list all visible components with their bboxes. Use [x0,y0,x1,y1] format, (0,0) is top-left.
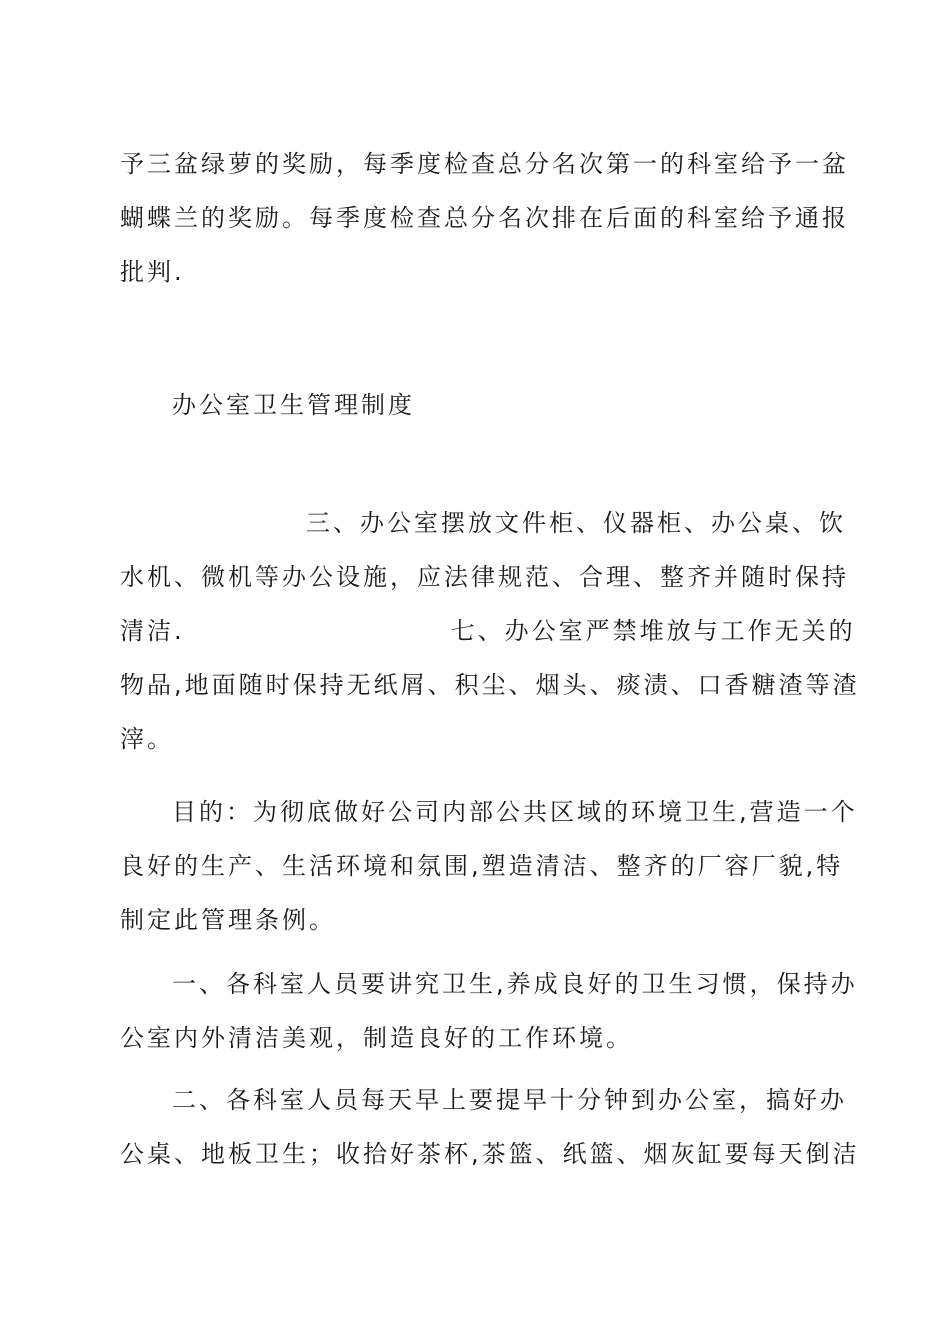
text-line: 水机、微机等办公设施，应法律规范、合理、整齐并随时保持 [120,563,849,591]
paragraph-rules-three-seven [120,496,860,766]
paragraph-rule-one [120,957,858,1065]
text-line: 批判. [120,258,185,286]
section-heading: 办公室卫生管理制度 [172,391,415,419]
text-line [120,604,856,658]
text-line: 蝴蝶兰的奖励。每季度检查总分名次排在后面的科室给予通报 [120,204,849,232]
text-line: 良好的生产、生活环境和氛围,塑造清洁、整齐的厂容厂貌,特 [120,852,844,880]
text-fragment: 七、办公室严禁堆放与工作无关的 [450,617,856,645]
paragraph-reward [120,137,849,299]
text-line: 目的：为彻底做好公司内部公共区域的环境卫生,营造一个 [172,798,858,826]
text-line: 滓。 [120,725,174,753]
text-line: 公桌、地板卫生；收拾好茶杯,茶篮、纸篮、烟灰缸要每天倒洁 [120,1140,860,1168]
text-line: 二、各科室人员每天早上要提早十分钟到办公室，搞好办 [172,1086,847,1114]
text-line: 制定此管理条例。 [120,906,336,934]
text-fragment: 清洁. [120,617,185,645]
text-line: 三、办公室摆放文件柜、仪器柜、办公桌、饮 [306,509,846,537]
paragraph-purpose [120,785,858,947]
text-line: 一、各科室人员要讲究卫生,养成良好的卫生习惯，保持办 [172,970,858,998]
paragraph-rule-two [120,1073,860,1181]
text-line: 予三盆绿萝的奖励，每季度检查总分名次第一的科室给予一盆 [120,150,849,178]
text-line: 物品,地面随时保持无纸屑、积尘、烟头、痰渍、口香糖渣等渣 [120,671,860,699]
text-line: 公室内外清洁美观，制造良好的工作环境。 [120,1024,633,1052]
